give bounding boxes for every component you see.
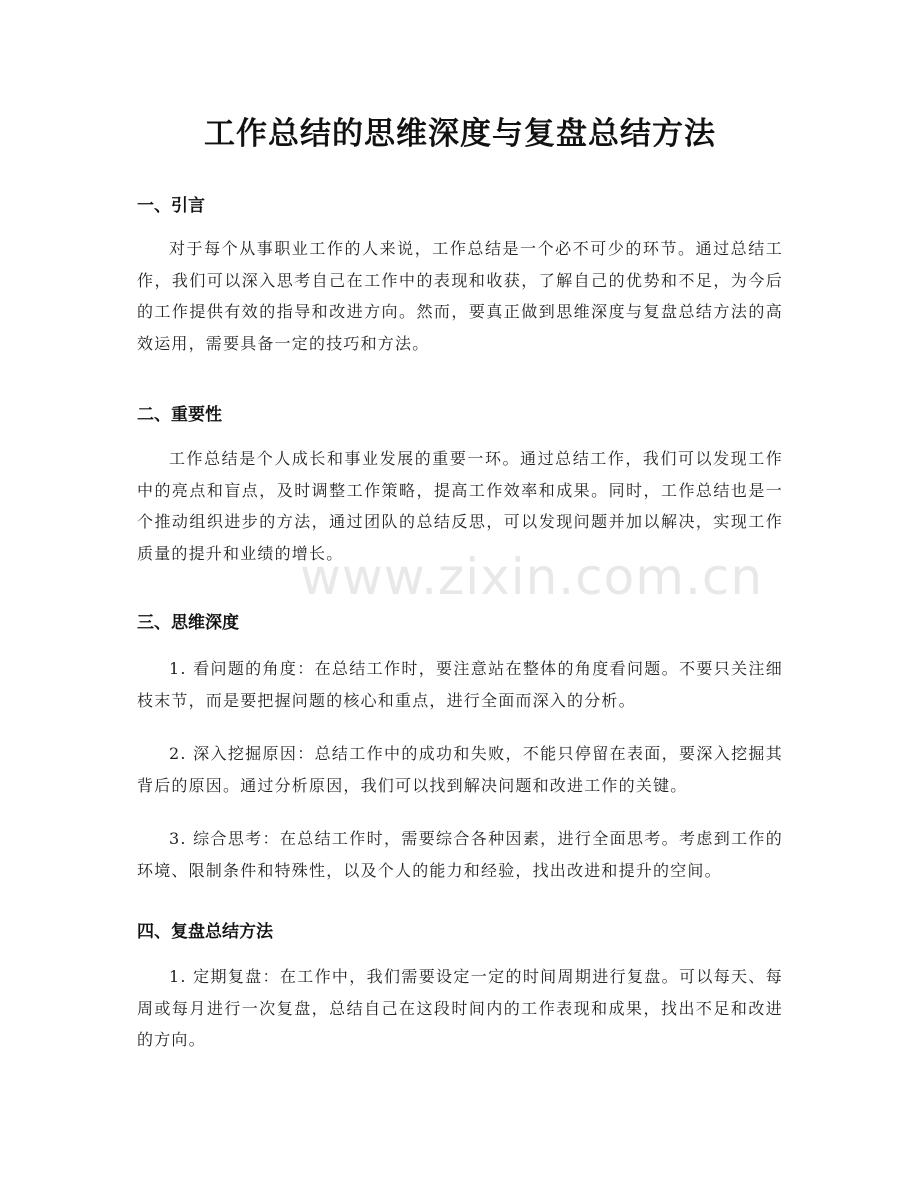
paragraph-review-1: 1. 定期复盘：在工作中，我们需要设定一定的时间周期进行复盘。可以每天、每周或每月进行一次复盘，总结自己在这段时间内的工作表现和成果，找出不足和改进的方向。 [137, 967, 783, 1049]
section-heading-thinking-depth: 三、思维深度 [137, 613, 239, 633]
paragraph-thinking-2: 2. 深入挖掘原因：总结工作中的成功和失败，不能只停留在表面，要深入挖掘其背后的原因。通过分析原因，我们可以找到解决问题和改进工作的关键。 [137, 744, 783, 795]
paragraph-thinking-1: 1. 看问题的角度：在总结工作时，要注意站在整体的角度看问题。不要只关注细枝末节，而是要把握问题的核心和重点，进行全面而深入的分析。 [137, 659, 783, 710]
section-heading-review-method: 四、复盘总结方法 [137, 922, 273, 942]
watermark: www.zixin.com.cn [300, 548, 764, 606]
paragraph-importance: 工作总结是个人成长和事业发展的重要一环。通过总结工作，我们可以发现工作中的亮点和盲点，及时调整工作策略，提高工作效率和成果。同时，工作总结也是一个推动组织进步的方法，通过团队的总结反思，可以发现问题并加以解决，实现工作质量的提升和业绩的增长。 [137, 449, 783, 563]
section-heading-importance: 二、重要性 [137, 405, 222, 425]
paragraph-intro: 对于每个从事职业工作的人来说，工作总结是一个必不可少的环节。通过总结工作，我们可以深入思考自己在工作中的表现和收获，了解自己的优势和不足，为今后的工作提供有效的指导和改进方向。然而，要真正做到思维深度与复盘总结方法的高效运用，需要具备一定的技巧和方法。 [137, 239, 783, 353]
section-heading-intro: 一、引言 [137, 196, 205, 216]
paragraph-thinking-3: 3. 综合思考：在总结工作时，需要综合各种因素，进行全面思考。考虑到工作的环境、限制条件和特殊性，以及个人的能力和经验，找出改进和提升的空间。 [137, 829, 783, 880]
document-title: 工作总结的思维深度与复盘总结方法 [204, 116, 716, 152]
